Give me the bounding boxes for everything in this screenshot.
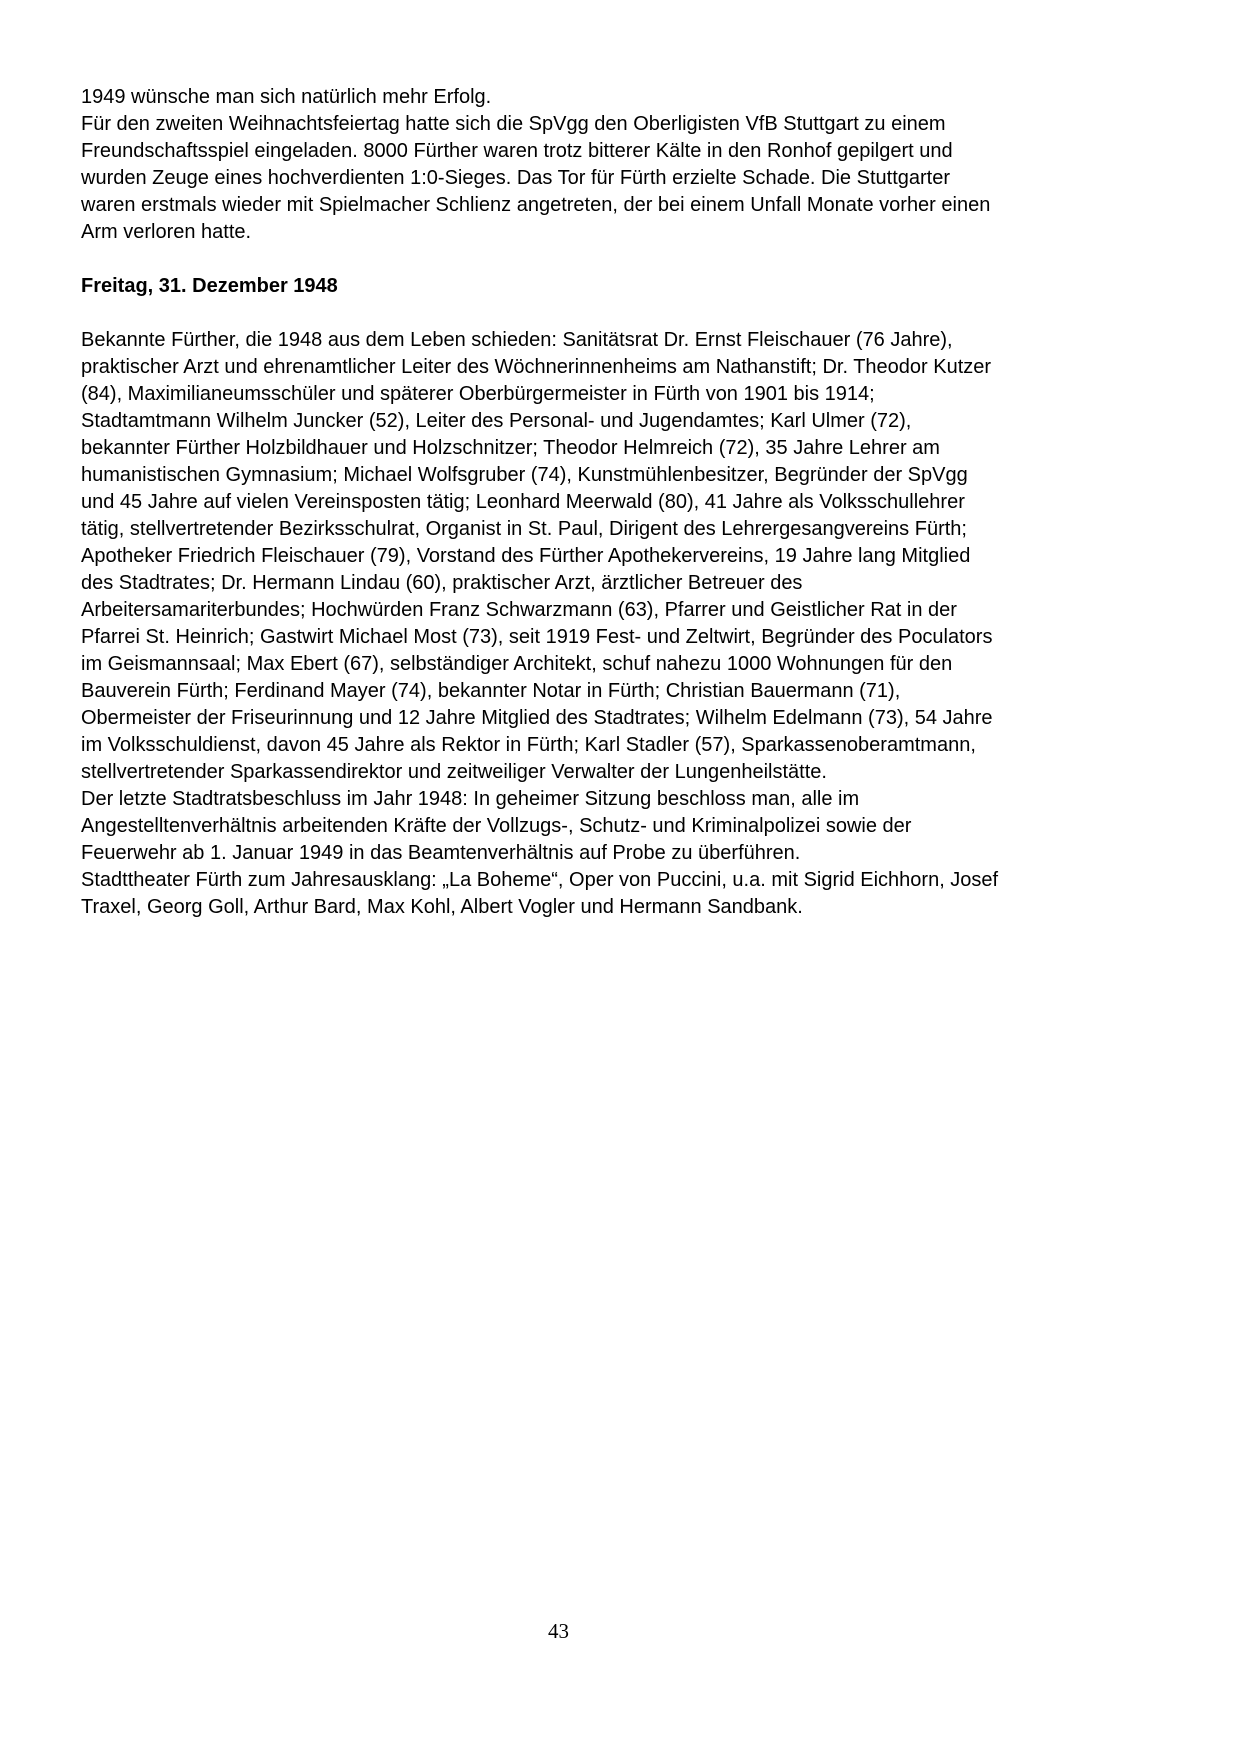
text-line: (84), Maximilianeumsschüler und späterer Oberbürgermeister in Fürth von 1901 bis 1914; — [81, 383, 875, 405]
text-line: im Volksschuldienst, davon 45 Jahre als Rektor in Fürth; Karl Stadler (57), Sparkassenoberamtmann, — [81, 734, 976, 756]
text-line: praktischer Arzt und ehrenamtlicher Leiter des Wöchnerinnenheims am Nathanstift; Dr. Theodor Kutzer — [81, 356, 992, 378]
text-line: Feuerwehr ab 1. Januar 1949 in das Beamtenverhältnis auf Probe zu überführen. — [81, 842, 801, 864]
text-line: bekannter Fürther Holzbildhauer und Holzschnitzer; Theodor Helmreich (72), 35 Jahre Lehrer am — [81, 437, 940, 459]
text-line: humanistischen Gymnasium; Michael Wolfsgruber (74), Kunstmühlenbesitzer, Begründer der SpVgg — [81, 464, 968, 486]
text-line: Obermeister der Friseurinnung und 12 Jahre Mitglied des Stadtrates; Wilhelm Edelmann (73), 54 Jahre — [81, 707, 993, 729]
text-line: Freundschaftsspiel eingeladen. 8000 Fürther waren trotz bitterer Kälte in den Ronhof gepilgert und — [81, 140, 953, 162]
text-line: Angestelltenverhältnis arbeitenden Kräfte der Vollzugs-, Schutz- und Kriminalpolizei sowie der — [81, 815, 912, 837]
text-line: des Stadtrates; Dr. Hermann Lindau (60), praktischer Arzt, ärztlicher Betreuer des — [81, 572, 803, 594]
text-line: und 45 Jahre auf vielen Vereinsposten tätig; Leonhard Meerwald (80), 41 Jahre als Volksschullehrer — [81, 491, 965, 513]
document-body — [81, 84, 1171, 921]
text-line: 1949 wünsche man sich natürlich mehr Erfolg. — [81, 86, 492, 108]
text-line: waren erstmals wieder mit Spielmacher Schlienz angetreten, der bei einem Unfall Monate vorher einen — [81, 194, 991, 216]
text-line: Bekannte Fürther, die 1948 aus dem Leben schieden: Sanitätsrat Dr. Ernst Fleischauer (76 Jahre), — [81, 329, 953, 351]
text-line: Arm verloren hatte. — [81, 221, 252, 243]
text-line: Pfarrei St. Heinrich; Gastwirt Michael Most (73), seit 1919 Fest- und Zeltwirt, Begründer des Poculators — [81, 626, 993, 648]
text-line: Stadtamtmann Wilhelm Juncker (52), Leiter des Personal- und Jugendamtes; Karl Ulmer (72), — [81, 410, 912, 432]
body-text-paragraph-2 — [81, 327, 1171, 921]
text-line: Apotheker Friedrich Fleischauer (79), Vorstand des Fürther Apothekervereins, 19 Jahre lang Mitglied — [81, 545, 971, 567]
text-line: Traxel, Georg Goll, Arthur Bard, Max Kohl, Albert Vogler und Hermann Sandbank. — [81, 896, 803, 918]
text-line: Stadttheater Fürth zum Jahresausklang: „La Boheme“, Oper von Puccini, u.a. mit Sigrid Eichhorn, Josef — [81, 869, 999, 891]
text-line: im Geismannsaal; Max Ebert (67), selbständiger Architekt, schuf nahezu 1000 Wohnungen für den — [81, 653, 953, 675]
text-line: Für den zweiten Weihnachtsfeiertag hatte sich die SpVgg den Oberligisten VfB Stuttgart zu einem — [81, 113, 946, 135]
text-line: tätig, stellvertretender Bezirksschulrat, Organist in St. Paul, Dirigent des Lehrergesangvereins Fürth; — [81, 518, 967, 540]
section-heading: Freitag, 31. Dezember 1948 — [81, 275, 338, 297]
text-line: stellvertretender Sparkassendirektor und zeitweiliger Verwalter der Lungenheilstätte. — [81, 761, 827, 783]
text-line: Arbeitersamariterbundes; Hochwürden Franz Schwarzmann (63), Pfarrer und Geistlicher Rat in der — [81, 599, 957, 621]
text-line: Der letzte Stadtratsbeschluss im Jahr 1948: In geheimer Sitzung beschloss man, alle im — [81, 788, 860, 810]
body-text-paragraph-1 — [81, 84, 1171, 246]
text-line: Bauverein Fürth; Ferdinand Mayer (74), bekannter Notar in Fürth; Christian Bauermann (71), — [81, 680, 901, 702]
page-number: 43 — [548, 1619, 569, 1643]
text-line: wurden Zeuge eines hochverdienten 1:0-Sieges. Das Tor für Fürth erzielte Schade. Die Stuttgarter — [81, 167, 950, 189]
